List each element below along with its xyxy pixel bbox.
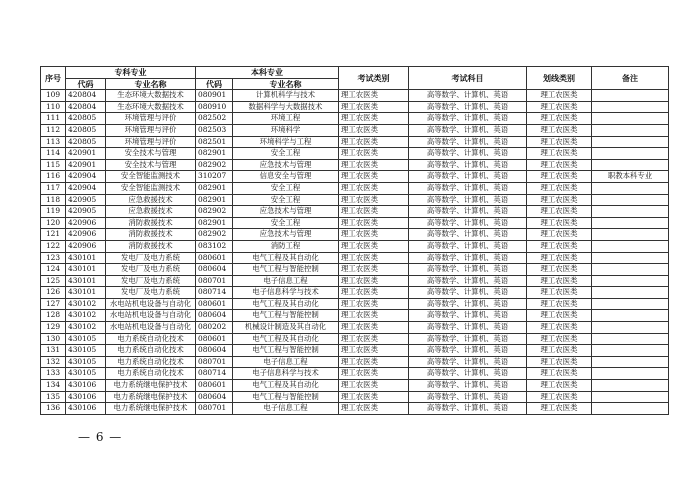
cell-benke-name: 电气工程及其自动化 — [233, 380, 339, 392]
cell-exam-type: 理工农医类 — [339, 136, 409, 148]
cell-zhuanke-code: 420905 — [66, 194, 106, 206]
cell-line-type: 理工农医类 — [527, 264, 592, 276]
cell-seq: 115 — [41, 159, 66, 171]
cell-benke-code: 082503 — [196, 124, 233, 136]
cell-seq: 120 — [41, 217, 66, 229]
table-row — [41, 403, 669, 415]
cell-remarks — [592, 252, 669, 264]
cell-exam-type: 理工农医类 — [339, 356, 409, 368]
table-row — [41, 136, 669, 148]
cell-zhuanke-name: 发电厂及电力系统 — [106, 264, 196, 276]
cell-exam-subjects: 高等数学、计算机、英语 — [409, 298, 527, 310]
cell-exam-subjects: 高等数学、计算机、英语 — [409, 252, 527, 264]
cell-benke-code: 080901 — [196, 90, 233, 102]
cell-seq: 110 — [41, 101, 66, 113]
cell-benke-code: 080604 — [196, 345, 233, 357]
cell-seq: 130 — [41, 333, 66, 345]
cell-zhuanke-code: 430106 — [66, 380, 106, 392]
cell-seq: 117 — [41, 182, 66, 194]
cell-zhuanke-code: 430105 — [66, 368, 106, 380]
cell-zhuanke-name: 水电站机电设备与自动化 — [106, 310, 196, 322]
cell-exam-subjects: 高等数学、计算机、英语 — [409, 229, 527, 241]
cell-seq: 127 — [41, 298, 66, 310]
cell-exam-type: 理工农医类 — [339, 229, 409, 241]
col-header-zhuanke-code: 代码 — [66, 78, 106, 90]
cell-benke-code: 080601 — [196, 380, 233, 392]
cell-remarks — [592, 101, 669, 113]
table-row — [41, 287, 669, 299]
cell-exam-subjects: 高等数学、计算机、英语 — [409, 356, 527, 368]
col-header-exam-subjects: 考试科目 — [409, 67, 527, 90]
cell-benke-code: 080604 — [196, 391, 233, 403]
page-number: — 6 — — [78, 430, 123, 444]
table-row — [41, 391, 669, 403]
cell-benke-name: 消防工程 — [233, 240, 339, 252]
col-header-remarks: 备注 — [592, 67, 669, 90]
cell-line-type: 理工农医类 — [527, 380, 592, 392]
cell-benke-code: 080701 — [196, 275, 233, 287]
cell-remarks — [592, 240, 669, 252]
table-row — [41, 182, 669, 194]
cell-benke-name: 应急技术与管理 — [233, 159, 339, 171]
cell-benke-code: 080601 — [196, 298, 233, 310]
col-header-line-type: 划线类别 — [527, 67, 592, 90]
cell-line-type: 理工农医类 — [527, 182, 592, 194]
cell-line-type: 理工农医类 — [527, 159, 592, 171]
cell-exam-subjects: 高等数学、计算机、英语 — [409, 182, 527, 194]
cell-zhuanke-code: 430102 — [66, 310, 106, 322]
cell-benke-code: 082902 — [196, 159, 233, 171]
cell-seq: 131 — [41, 345, 66, 357]
table-row — [41, 310, 669, 322]
cell-zhuanke-code: 430101 — [66, 287, 106, 299]
cell-line-type: 理工农医类 — [527, 287, 592, 299]
cell-benke-name: 电气工程与智能控制 — [233, 264, 339, 276]
cell-seq: 109 — [41, 90, 66, 102]
cell-exam-type: 理工农医类 — [339, 391, 409, 403]
table-row — [41, 101, 669, 113]
cell-zhuanke-name: 安全技术与管理 — [106, 148, 196, 160]
cell-exam-type: 理工农医类 — [339, 113, 409, 125]
cell-benke-name: 电子信息工程 — [233, 275, 339, 287]
cell-exam-subjects: 高等数学、计算机、英语 — [409, 345, 527, 357]
cell-benke-name: 环境工程 — [233, 113, 339, 125]
table-row — [41, 264, 669, 276]
cell-zhuanke-code: 420805 — [66, 113, 106, 125]
cell-benke-name: 电气工程及其自动化 — [233, 298, 339, 310]
cell-exam-subjects: 高等数学、计算机、英语 — [409, 287, 527, 299]
cell-benke-name: 电气工程及其自动化 — [233, 333, 339, 345]
cell-seq: 118 — [41, 194, 66, 206]
cell-exam-type: 理工农医类 — [339, 333, 409, 345]
cell-remarks — [592, 182, 669, 194]
table-row — [41, 159, 669, 171]
cell-zhuanke-name: 消防救援技术 — [106, 217, 196, 229]
table-row — [41, 113, 669, 125]
cell-remarks — [592, 206, 669, 218]
cell-benke-code: 082901 — [196, 194, 233, 206]
cell-remarks — [592, 90, 669, 102]
cell-line-type: 理工农医类 — [527, 113, 592, 125]
cell-exam-type: 理工农医类 — [339, 171, 409, 183]
table-row — [41, 275, 669, 287]
cell-zhuanke-name: 电力系统继电保护技术 — [106, 391, 196, 403]
cell-exam-type: 理工农医类 — [339, 298, 409, 310]
cell-exam-type: 理工农医类 — [339, 217, 409, 229]
cell-seq: 114 — [41, 148, 66, 160]
cell-remarks: 职教本科专业 — [592, 171, 669, 183]
cell-benke-name: 安全工程 — [233, 148, 339, 160]
cell-zhuanke-code: 430101 — [66, 275, 106, 287]
cell-benke-name: 电气工程与智能控制 — [233, 391, 339, 403]
cell-line-type: 理工农医类 — [527, 275, 592, 287]
cell-exam-type: 理工农医类 — [339, 287, 409, 299]
cell-zhuanke-name: 水电站机电设备与自动化 — [106, 322, 196, 334]
cell-benke-name: 安全工程 — [233, 182, 339, 194]
cell-zhuanke-name: 发电厂及电力系统 — [106, 275, 196, 287]
cell-exam-type: 理工农医类 — [339, 240, 409, 252]
cell-exam-type: 理工农医类 — [339, 380, 409, 392]
cell-benke-code: 080601 — [196, 252, 233, 264]
cell-line-type: 理工农医类 — [527, 194, 592, 206]
cell-exam-subjects: 高等数学、计算机、英语 — [409, 275, 527, 287]
cell-benke-name: 安全工程 — [233, 194, 339, 206]
cell-zhuanke-code: 420906 — [66, 240, 106, 252]
cell-zhuanke-name: 消防救援技术 — [106, 240, 196, 252]
cell-exam-type: 理工农医类 — [339, 148, 409, 160]
cell-seq: 124 — [41, 264, 66, 276]
cell-benke-code: 082501 — [196, 136, 233, 148]
cell-line-type: 理工农医类 — [527, 391, 592, 403]
cell-benke-name: 环境科学 — [233, 124, 339, 136]
cell-line-type: 理工农医类 — [527, 345, 592, 357]
cell-benke-code: 080701 — [196, 403, 233, 415]
cell-benke-name: 数据科学与大数据技术 — [233, 101, 339, 113]
major-mapping-table — [40, 66, 669, 415]
cell-seq: 125 — [41, 275, 66, 287]
cell-zhuanke-name: 环境管理与评价 — [106, 124, 196, 136]
cell-zhuanke-code: 420804 — [66, 90, 106, 102]
table-row — [41, 124, 669, 136]
cell-remarks — [592, 333, 669, 345]
cell-benke-name: 应急技术与管理 — [233, 206, 339, 218]
cell-remarks — [592, 148, 669, 160]
cell-exam-type: 理工农医类 — [339, 206, 409, 218]
cell-zhuanke-name: 应急救援技术 — [106, 206, 196, 218]
cell-benke-code: 080910 — [196, 101, 233, 113]
cell-seq: 123 — [41, 252, 66, 264]
cell-benke-name: 电气工程与智能控制 — [233, 345, 339, 357]
cell-benke-code: 080714 — [196, 368, 233, 380]
cell-zhuanke-name: 电力系统继电保护技术 — [106, 403, 196, 415]
cell-benke-name: 电子信息科学与技术 — [233, 287, 339, 299]
table-row — [41, 240, 669, 252]
table-row — [41, 90, 669, 102]
cell-exam-type: 理工农医类 — [339, 124, 409, 136]
cell-remarks — [592, 159, 669, 171]
cell-remarks — [592, 136, 669, 148]
cell-exam-subjects: 高等数学、计算机、英语 — [409, 194, 527, 206]
cell-exam-type: 理工农医类 — [339, 310, 409, 322]
cell-benke-name: 电子信息工程 — [233, 403, 339, 415]
cell-seq: 134 — [41, 380, 66, 392]
cell-exam-type: 理工农医类 — [339, 275, 409, 287]
cell-exam-type: 理工农医类 — [339, 252, 409, 264]
cell-benke-code: 080701 — [196, 356, 233, 368]
table-row — [41, 194, 669, 206]
cell-seq: 126 — [41, 287, 66, 299]
cell-exam-type: 理工农医类 — [339, 101, 409, 113]
cell-benke-code: 080714 — [196, 287, 233, 299]
cell-zhuanke-name: 电力系统自动化技术 — [106, 345, 196, 357]
cell-exam-subjects: 高等数学、计算机、英语 — [409, 310, 527, 322]
cell-zhuanke-name: 水电站机电设备与自动化 — [106, 298, 196, 310]
cell-zhuanke-name: 生态环境大数据技术 — [106, 90, 196, 102]
cell-remarks — [592, 310, 669, 322]
cell-remarks — [592, 322, 669, 334]
cell-zhuanke-code: 420904 — [66, 171, 106, 183]
cell-zhuanke-code: 420906 — [66, 229, 106, 241]
cell-exam-subjects: 高等数学、计算机、英语 — [409, 333, 527, 345]
table-row — [41, 171, 669, 183]
cell-seq: 111 — [41, 113, 66, 125]
table-row — [41, 380, 669, 392]
cell-zhuanke-code: 430105 — [66, 356, 106, 368]
cell-line-type: 理工农医类 — [527, 217, 592, 229]
table-body — [41, 90, 669, 415]
cell-line-type: 理工农医类 — [527, 403, 592, 415]
cell-zhuanke-name: 安全智能监测技术 — [106, 182, 196, 194]
cell-zhuanke-code: 420805 — [66, 124, 106, 136]
table-row — [41, 252, 669, 264]
cell-seq: 129 — [41, 322, 66, 334]
cell-benke-name: 信息安全与管理 — [233, 171, 339, 183]
cell-remarks — [592, 124, 669, 136]
col-header-benke-code: 代码 — [196, 78, 233, 90]
cell-zhuanke-name: 环境管理与评价 — [106, 113, 196, 125]
cell-exam-subjects: 高等数学、计算机、英语 — [409, 90, 527, 102]
cell-line-type: 理工农医类 — [527, 368, 592, 380]
cell-zhuanke-code: 420901 — [66, 159, 106, 171]
col-header-exam-type: 考试类别 — [339, 67, 409, 90]
cell-exam-subjects: 高等数学、计算机、英语 — [409, 403, 527, 415]
cell-benke-code: 082902 — [196, 206, 233, 218]
col-header-benke: 本科专业 — [196, 67, 339, 79]
cell-exam-type: 理工农医类 — [339, 90, 409, 102]
cell-remarks — [592, 194, 669, 206]
cell-line-type: 理工农医类 — [527, 333, 592, 345]
cell-zhuanke-name: 安全智能监测技术 — [106, 171, 196, 183]
cell-line-type: 理工农医类 — [527, 206, 592, 218]
cell-zhuanke-code: 430106 — [66, 391, 106, 403]
cell-remarks — [592, 356, 669, 368]
cell-remarks — [592, 403, 669, 415]
cell-benke-code: 082901 — [196, 148, 233, 160]
cell-benke-code: 082901 — [196, 217, 233, 229]
cell-zhuanke-code: 430101 — [66, 252, 106, 264]
cell-benke-code: 080202 — [196, 322, 233, 334]
cell-seq: 132 — [41, 356, 66, 368]
cell-remarks — [592, 275, 669, 287]
cell-benke-code: 082901 — [196, 182, 233, 194]
cell-benke-name: 电子信息科学与技术 — [233, 368, 339, 380]
cell-zhuanke-name: 环境管理与评价 — [106, 136, 196, 148]
cell-benke-code: 083102 — [196, 240, 233, 252]
cell-line-type: 理工农医类 — [527, 240, 592, 252]
cell-zhuanke-name: 发电厂及电力系统 — [106, 287, 196, 299]
col-header-seq: 序号 — [41, 67, 66, 90]
table-row — [41, 333, 669, 345]
cell-remarks — [592, 264, 669, 276]
cell-line-type: 理工农医类 — [527, 356, 592, 368]
cell-zhuanke-name: 应急救援技术 — [106, 194, 196, 206]
cell-benke-name: 电气工程及其自动化 — [233, 252, 339, 264]
cell-seq: 128 — [41, 310, 66, 322]
table-row — [41, 217, 669, 229]
cell-zhuanke-code: 430105 — [66, 333, 106, 345]
table-row — [41, 356, 669, 368]
cell-exam-subjects: 高等数学、计算机、英语 — [409, 124, 527, 136]
cell-zhuanke-name: 发电厂及电力系统 — [106, 252, 196, 264]
cell-zhuanke-name: 电力系统继电保护技术 — [106, 380, 196, 392]
cell-remarks — [592, 391, 669, 403]
table-row — [41, 322, 669, 334]
cell-seq: 133 — [41, 368, 66, 380]
cell-line-type: 理工农医类 — [527, 148, 592, 160]
cell-remarks — [592, 380, 669, 392]
cell-exam-type: 理工农医类 — [339, 264, 409, 276]
cell-benke-name: 电气工程与智能控制 — [233, 310, 339, 322]
table-row — [41, 368, 669, 380]
cell-zhuanke-code: 430106 — [66, 403, 106, 415]
table-row — [41, 148, 669, 160]
cell-benke-name: 应急技术与管理 — [233, 229, 339, 241]
cell-benke-name: 安全工程 — [233, 217, 339, 229]
cell-line-type: 理工农医类 — [527, 229, 592, 241]
cell-zhuanke-code: 430102 — [66, 322, 106, 334]
cell-remarks — [592, 345, 669, 357]
cell-exam-subjects: 高等数学、计算机、英语 — [409, 217, 527, 229]
cell-line-type: 理工农医类 — [527, 298, 592, 310]
cell-exam-type: 理工农医类 — [339, 182, 409, 194]
cell-zhuanke-name: 电力系统自动化技术 — [106, 356, 196, 368]
cell-zhuanke-code: 420906 — [66, 217, 106, 229]
table-row — [41, 206, 669, 218]
cell-line-type: 理工农医类 — [527, 136, 592, 148]
cell-zhuanke-code: 420905 — [66, 206, 106, 218]
cell-zhuanke-code: 430101 — [66, 264, 106, 276]
cell-seq: 121 — [41, 229, 66, 241]
cell-line-type: 理工农医类 — [527, 322, 592, 334]
cell-benke-code: 080604 — [196, 264, 233, 276]
cell-exam-subjects: 高等数学、计算机、英语 — [409, 101, 527, 113]
cell-exam-subjects: 高等数学、计算机、英语 — [409, 171, 527, 183]
table-row — [41, 298, 669, 310]
col-header-benke-name: 专业名称 — [233, 78, 339, 90]
cell-exam-subjects: 高等数学、计算机、英语 — [409, 322, 527, 334]
cell-benke-code: 310207 — [196, 171, 233, 183]
cell-zhuanke-name: 消防救援技术 — [106, 229, 196, 241]
cell-benke-code: 082502 — [196, 113, 233, 125]
cell-remarks — [592, 298, 669, 310]
cell-remarks — [592, 113, 669, 125]
cell-exam-subjects: 高等数学、计算机、英语 — [409, 264, 527, 276]
cell-seq: 136 — [41, 403, 66, 415]
cell-exam-subjects: 高等数学、计算机、英语 — [409, 391, 527, 403]
cell-seq: 135 — [41, 391, 66, 403]
cell-exam-subjects: 高等数学、计算机、英语 — [409, 148, 527, 160]
cell-benke-name: 电子信息工程 — [233, 356, 339, 368]
table-row — [41, 345, 669, 357]
cell-exam-type: 理工农医类 — [339, 159, 409, 171]
cell-exam-subjects: 高等数学、计算机、英语 — [409, 240, 527, 252]
cell-zhuanke-code: 420804 — [66, 101, 106, 113]
cell-zhuanke-code: 420805 — [66, 136, 106, 148]
table-row — [41, 229, 669, 241]
cell-line-type: 理工农医类 — [527, 171, 592, 183]
cell-exam-type: 理工农医类 — [339, 368, 409, 380]
cell-benke-code: 080601 — [196, 333, 233, 345]
cell-zhuanke-name: 生态环境大数据技术 — [106, 101, 196, 113]
cell-seq: 112 — [41, 124, 66, 136]
cell-seq: 122 — [41, 240, 66, 252]
cell-zhuanke-code: 420901 — [66, 148, 106, 160]
cell-line-type: 理工农医类 — [527, 124, 592, 136]
cell-benke-code: 082902 — [196, 229, 233, 241]
cell-seq: 119 — [41, 206, 66, 218]
cell-benke-code: 080604 — [196, 310, 233, 322]
cell-zhuanke-name: 电力系统自动化技术 — [106, 368, 196, 380]
cell-benke-name: 计算机科学与技术 — [233, 90, 339, 102]
cell-seq: 116 — [41, 171, 66, 183]
cell-line-type: 理工农医类 — [527, 90, 592, 102]
cell-exam-subjects: 高等数学、计算机、英语 — [409, 368, 527, 380]
cell-line-type: 理工农医类 — [527, 101, 592, 113]
cell-zhuanke-code: 430102 — [66, 298, 106, 310]
cell-zhuanke-code: 430105 — [66, 345, 106, 357]
col-header-zhuanke: 专科专业 — [66, 67, 196, 79]
cell-line-type: 理工农医类 — [527, 310, 592, 322]
cell-zhuanke-name: 电力系统自动化技术 — [106, 333, 196, 345]
cell-exam-subjects: 高等数学、计算机、英语 — [409, 136, 527, 148]
cell-exam-type: 理工农医类 — [339, 345, 409, 357]
cell-zhuanke-name: 安全技术与管理 — [106, 159, 196, 171]
cell-zhuanke-code: 420904 — [66, 182, 106, 194]
col-header-zhuanke-name: 专业名称 — [106, 78, 196, 90]
cell-line-type: 理工农医类 — [527, 252, 592, 264]
cell-benke-name: 环境科学与工程 — [233, 136, 339, 148]
cell-remarks — [592, 229, 669, 241]
cell-benke-name: 机械设计制造及其自动化 — [233, 322, 339, 334]
cell-exam-subjects: 高等数学、计算机、英语 — [409, 380, 527, 392]
cell-remarks — [592, 217, 669, 229]
cell-exam-subjects: 高等数学、计算机、英语 — [409, 159, 527, 171]
cell-remarks — [592, 368, 669, 380]
cell-remarks — [592, 287, 669, 299]
cell-exam-subjects: 高等数学、计算机、英语 — [409, 206, 527, 218]
cell-seq: 113 — [41, 136, 66, 148]
cell-exam-type: 理工农医类 — [339, 403, 409, 415]
cell-exam-type: 理工农医类 — [339, 194, 409, 206]
cell-exam-type: 理工农医类 — [339, 322, 409, 334]
cell-exam-subjects: 高等数学、计算机、英语 — [409, 113, 527, 125]
